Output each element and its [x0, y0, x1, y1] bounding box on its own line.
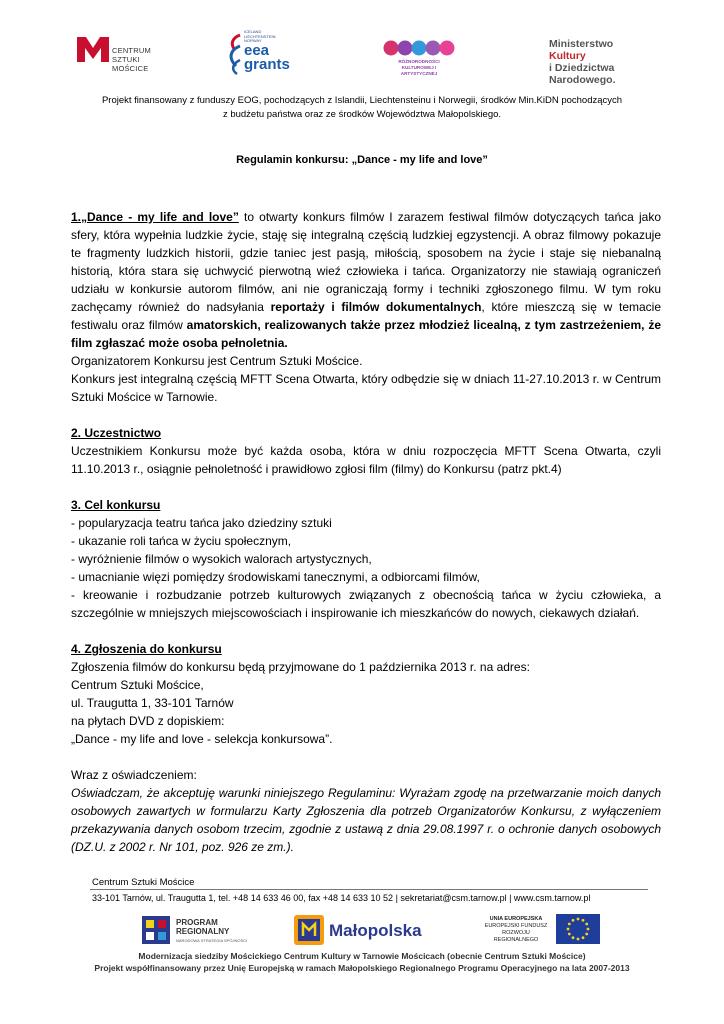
- statement-intro: Wraz z oświadczeniem:: [71, 768, 197, 782]
- roznorodnosci-text: RÓŻNORODNOŚCI KULTUROWEJ I ARTYSTYCZNEJ: [398, 59, 440, 76]
- footer-contact: 33-101 Tarnów, ul. Traugutta 1, tel. +48 14 633 46 00, fax +48 14 633 10 52 | sekretariat@csm.tarnow.pl | www.csm.tarnow.pl: [92, 893, 591, 903]
- mkidn-line-3: i Dziedzictwa: [549, 62, 615, 74]
- section-4-line: na płytach DVD z dopiskiem:: [71, 714, 225, 728]
- section-4-line: „Dance - my life and love - selekcja konkursowa”.: [71, 732, 333, 746]
- mkidn-line-1: Ministerstwo: [549, 38, 614, 50]
- ue-line-1: UNIA EUROPEJSKA: [489, 916, 543, 922]
- ue-line-2: EUROPEJSKI FUNDUSZ: [484, 923, 548, 929]
- eea-countries: ICELAND LIECHTENSTEIN NORWAY: [244, 29, 276, 43]
- list-item: - wyróżnienie filmów o wysokich walorach artystycznych,: [71, 552, 372, 566]
- footer-bottom-line-1: Modernizacja siedziby Mościckiego Centrum Kultury w Tarnowie Mościcach (obecnie Centrum Sztuki Mościce): [138, 951, 586, 961]
- ue-line-3: ROZWOJU REGIONALNEGO: [493, 930, 539, 943]
- program-regionalny-text: [176, 918, 229, 936]
- eu-flag-icon: [556, 914, 600, 944]
- list-item: - umacnianie więzi pomiędzy środowiskami tanecznymi, a odbiorcami filmów,: [71, 570, 480, 584]
- list-item: - ukazanie roli tańca w życiu społecznym,: [71, 534, 292, 548]
- logo-ministerstwo-kultury: [549, 38, 629, 86]
- section-1-name: „Dance - my life and love”: [81, 210, 239, 224]
- malopolska-text: Małopolska: [329, 921, 422, 940]
- section-1-text-a: to otwarty konkurs filmów I zarazem festiwal filmów dotyczących tańca jako sfery, która wypełnia ludzkie życie, staję się integralną częścią ludzkiej egzystencji. A obraz filmowy pokazuje te fragmenty ludzkich historii, gdzie taniec jest pasją, miłością, sposobem na życie i staje się niebanalną historią, która stara się uchwycić pierwotną wieź człowieka i tańca. Organizatorzy nie stawiają ograniczeń udziału w konkursie autorom filmów, ani nie ograniczają formy i techniki zgłoszonego filmu. W tym roku zachęcamy również do nadsyłania: [71, 210, 661, 314]
- logo-malopolska: [291, 912, 431, 948]
- funding-line-2: z budżetu państwa oraz ze środków Województwa Małopolskiego.: [222, 109, 502, 120]
- roznorodnosci-circles-icon: [383, 38, 455, 58]
- program-line-1: PROGRAM: [176, 918, 218, 927]
- mkidn-line-2: Kultury: [549, 50, 586, 62]
- footer-org-name: Centrum Sztuki Mościce: [92, 877, 195, 888]
- section-1-text-b: , które mieszczą się w temacie festiwalu oraz filmów: [71, 300, 661, 332]
- document-body: [71, 208, 661, 856]
- eea-waves-icon: [226, 32, 244, 76]
- section-1-organizer: Organizatorem Konkursu jest Centrum Sztuki Mościce.: [71, 354, 363, 368]
- section-1-text: [71, 208, 661, 352]
- program-subtitle: NARODOWA STRATEGIA SPÓJNOŚCI: [176, 938, 248, 943]
- program-regionalny-icon: [140, 914, 172, 946]
- logo-program-regionalny: [140, 912, 260, 948]
- footer-bottom-line-2: Projekt współfinansowany przez Unię Europejską w ramach Małopolskiego Regionalnego Programu Operacyjnego na lata 2007-2013: [94, 963, 630, 973]
- logo-roznorodnosci: [383, 38, 455, 78]
- eea-brand: eea grants: [244, 42, 290, 73]
- section-1-bold-b: amatorskich, realizowanych także przez młodzież licealną, z tym zastrzeżeniem, że film zgłaszać może osoba pełnoletnia.: [71, 318, 661, 350]
- list-item: - popularyzacja teatru tańca jako dziedziny sztuki: [71, 516, 332, 530]
- section-1-part-of: Konkurs jest integralną częścią MFTT Scena Otwarta, który odbędzie się w dniach 11-27.10.2013 r. w Centrum Sztuki Mościce w Tarnowie.: [71, 372, 661, 404]
- list-item: - kreowanie i rozbudzanie potrzeb kulturowych związanych z obecnością tańca w życiu człowieka, a szczególnie w mniejszych miejscowościach i inspirowanie ich mieszkańców do nowych, ciekawych działań.: [71, 588, 661, 620]
- section-2-heading: 2. Uczestnictwo: [71, 426, 162, 440]
- section-4-line: Centrum Sztuki Mościce,: [71, 678, 204, 692]
- section-3-heading: 3. Cel konkursu: [71, 498, 161, 512]
- logo-centrum-sztuki-moscice: [76, 30, 166, 84]
- section-2-text: Uczestnikiem Konkursu może być każda osoba, która w dniu rozpoczęcia MFTT Scena Otwarta, czyli 11.10.2013 r., osiągnie pełnoletność i prawidłowo zgłosi film (filmy) do Konkursu (patrz pkt.4): [71, 444, 661, 476]
- ue-text: [480, 916, 552, 944]
- document-title: Regulamin konkursu: „Dance - my life and love”: [236, 154, 488, 166]
- mkidn-line-4: Narodowego.: [549, 74, 616, 86]
- statement-text: Oświadczam, że akceptuję warunki niniejszego Regulaminu: Wyrażam zgodę na przetwarzanie moich danych osobowych zawartych w formularzu Karty Zgłoszenia dla potrzeb Organizatorów Konkursu, z wyłączeniem przekazywania danych osobom trzecim, zgodnie z ustawą z dnia 29.08.1997 r. o ochronie danych osobowych (DZ.U. z 2002 r. Nr 101, poz. 926 ze zm.).: [71, 786, 661, 854]
- footer-project-note: [60, 950, 664, 974]
- footer-logos: [140, 910, 600, 950]
- csm-m-icon: [76, 34, 112, 64]
- footer-divider: [90, 889, 648, 890]
- funding-line-1: Projekt finansowany z funduszy EOG, pochodzących z Islandii, Liechtensteinu i Norwegii, środków Min.KiDN pochodzących: [101, 95, 623, 106]
- malopolska-crest-icon: [293, 914, 325, 946]
- logo-csm-text: CENTRUM SZTUKI MOŚCICE: [112, 46, 151, 73]
- section-4-heading: 4. Zgłoszenia do konkursu: [71, 642, 222, 656]
- funding-note: [60, 94, 664, 122]
- section-4-line: ul. Traugutta 1, 33-101 Tarnów: [71, 696, 234, 710]
- section-4-line: Zgłoszenia filmów do konkursu będą przyjmowane do 1 października 2013 r. na adres:: [71, 660, 530, 674]
- program-line-2: REGIONALNY: [176, 927, 230, 936]
- section-1-number: 1.: [71, 210, 82, 224]
- section-1-bold-a: reportaży i filmów dokumentalnych: [270, 300, 482, 314]
- logo-eea-grants: [222, 30, 302, 80]
- logo-unia-europejska: [480, 914, 600, 948]
